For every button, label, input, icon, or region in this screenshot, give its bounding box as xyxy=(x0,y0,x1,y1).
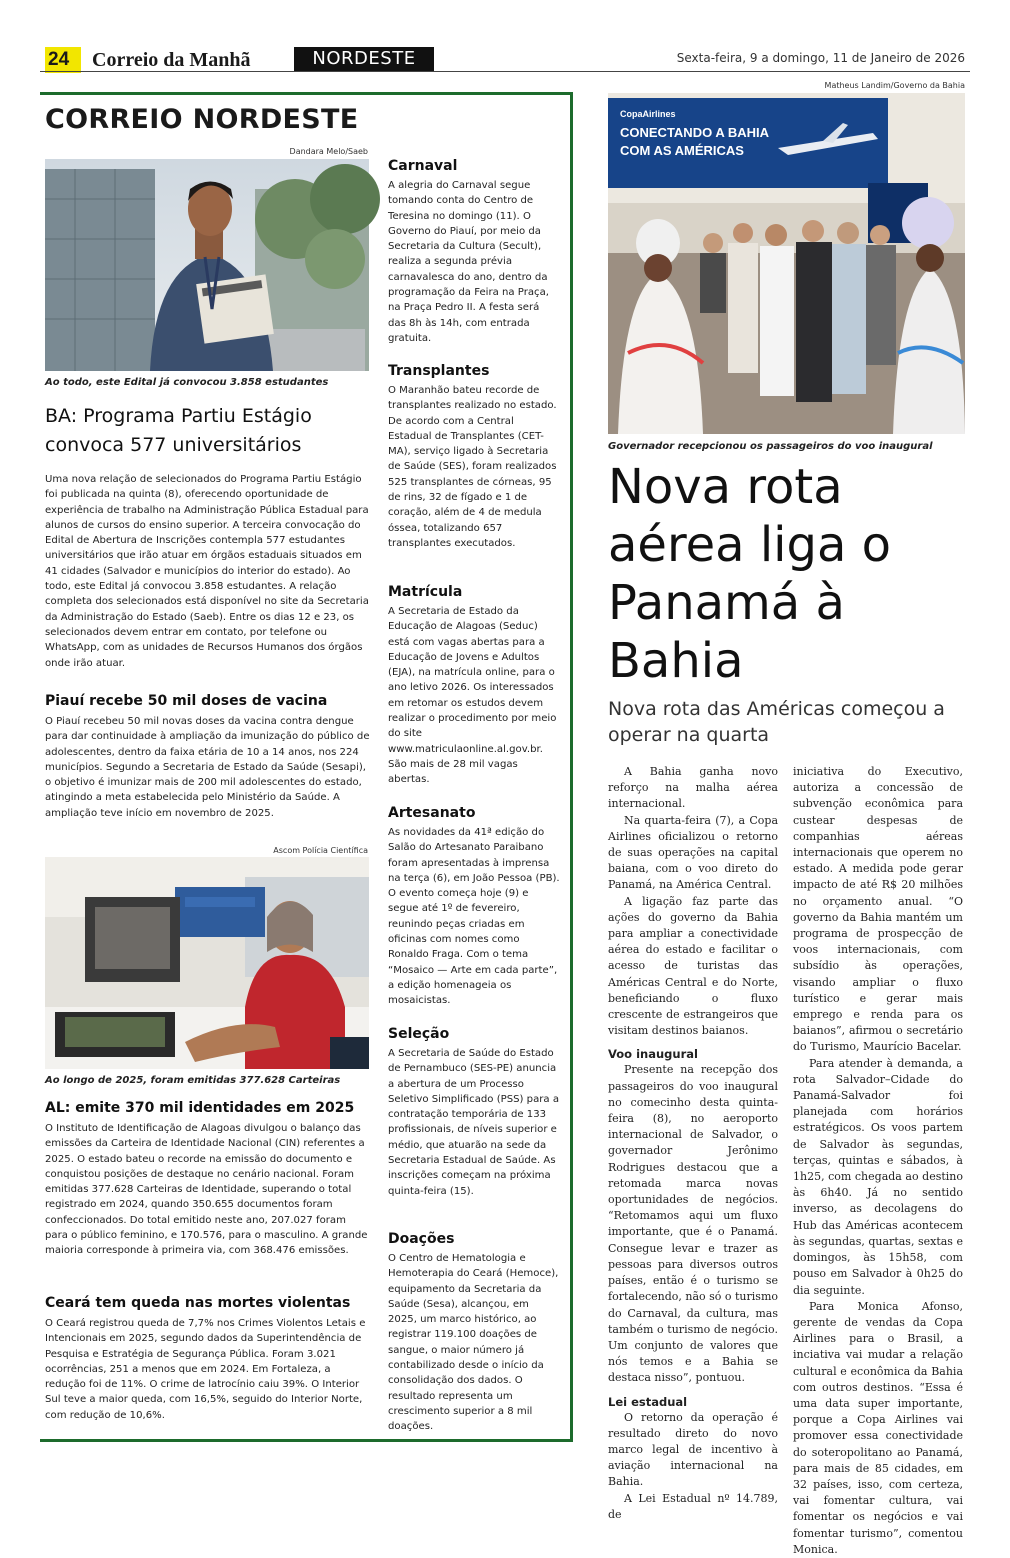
masthead xyxy=(40,44,970,74)
piaui-story xyxy=(45,692,370,838)
note-title: Transplantes xyxy=(388,363,490,379)
paragraph: iniciativa do Executivo, autoriza a concessão de subvenção econômica para custear despesas de companhias aéreas internacionais que operem no estado. A medida pode gerar impacto de até R$ 20 milhões no orçamento anual. “O governo da Bahia mantém um programa de prospecção de voos internacionais, com subsídio às operações, visando ampliar o fluxo turístico e gerar mais emprego e renda para os baianos”, afirmou o secretário do Turismo, Maurício Bacelar. xyxy=(793,765,963,1054)
photo-caption: Ao todo, este Edital já convocou 3.858 estudantes xyxy=(45,377,329,388)
photo-credit: Matheus Landim/Governo da Bahia xyxy=(824,81,965,90)
column-title: CORREIO NORDESTE xyxy=(45,104,359,135)
issue-date: Sexta-feira, 9 a domingo, 11 de Janeiro de 2026 xyxy=(676,51,965,65)
note-body: A Secretaria de Estado da Educação de Alagoas (Seduc) está com vagas abertas para a Educação de Jovens e Adultos (EJA), na matrícula online, para o ano letivo 2026. Os interessados em retomar os estudos devem realizar o procedimento por meio do site www.matriculaonline.al.gov.br. São mais de 28 mil vagas abertas. xyxy=(388,606,557,786)
header-rule xyxy=(40,71,970,72)
note-body: O Centro de Hematologia e Hemoterapia do Ceará (Hemoce), equipamento da Secretaria da Saúde (Sesa), alcançou, em 2025, um marco histórico, ao registrar 119.100 doações de sangue, o maior número já contabilizado desde o início da consolidação dos dados. O resultado representa um crescimento superior a 8 mil doações. xyxy=(388,1253,559,1433)
newspaper-name: Correio da Manhã xyxy=(92,49,251,71)
photo-credit: Dandara Melo/Saeb xyxy=(289,147,368,156)
section-label: NORDESTE xyxy=(294,47,434,71)
banner-line-2: COM AS AMÉRICAS xyxy=(620,143,744,158)
section-subhead: Lei estadual xyxy=(608,1394,688,1409)
section-subhead: Voo inaugural xyxy=(608,1047,698,1062)
ceara-headline: Ceará tem queda nas mortes violentas xyxy=(45,1295,351,1311)
page-number: 24 xyxy=(45,47,81,73)
paragraph: O retorno da operação é resultado direto do novo marco legal de incentivo à aviação internacional na Bahia. xyxy=(608,1410,778,1489)
lead-story xyxy=(45,402,370,680)
lead-headline: BA: Programa Partiu Estágio convoca 577 universitários xyxy=(45,405,312,456)
note-item xyxy=(388,804,560,1009)
note-title: Doações xyxy=(388,1231,455,1247)
student-photo xyxy=(45,159,369,371)
note-title: Matrícula xyxy=(388,584,463,600)
paragraph: Presente na recepção dos passageiros do voo inaugural no comecinho desta quinta-feira (8), no aeroporto internacional de Salvador, o governador Jerônimo Rodrigues destacou que a retomada marca novas oportunidades de negócios. “Retomamos aqui um fluxo importante, que é o Panamá. Consegue levar e trazer as pessoas para diversos outros países, então é o turismo se fortalecendo, não só o turismo do Carnaval, da cultura, mas também o turismo de negócio. Um conjunto de valores que nós temos e a Bahia se destaca nisso”, pontuou. xyxy=(608,1063,778,1385)
alagoas-body: O Instituto de Identificação de Alagoas divulgou o balanço das emissões da Carteira de Identidade Nacional (CIN) referentes a 2025. O estado bateu o recorde na emissão do documento e conquistou posições de destaque no cenário nacional. Foram emitidas 377.628 Carteiras de Identidade, superando o total registrado em 2024, quando 350.655 documentos foram confeccionados. Do total emitido neste ano, 207.027 foram para o público feminino, e 170.576, para o masculino. A grande maioria corresponde à primeira via, com 368.476 emissões. xyxy=(45,1123,368,1257)
note-item xyxy=(388,157,560,346)
notes-column xyxy=(388,157,560,1435)
note-title: Artesanato xyxy=(388,805,476,821)
paragraph: A ligação faz parte das ações do governo da Bahia para ampliar a conectividade aérea do estado e facilitar o acesso de turistas das Américas Central e do Norte, beneficiando o fluxo crescente de estrangeiros que visitam destinos baianos. xyxy=(608,894,778,1038)
alagoas-story xyxy=(45,1099,370,1291)
copa-event-photo xyxy=(608,93,965,434)
ceara-story xyxy=(45,1294,370,1426)
banner-brand: CopaAirlines xyxy=(620,109,676,119)
paragraph: Para Monica Afonso, gerente de vendas da Copa Airlines para o Brasil, a inciativa vai mudar a relação cultural e econômica da Bahia com outros destinos. “Essa é uma data super importante, porque a Copa Airlines vai promover essa conectividade do soteropolitano ao Panamá, para mais de 85 cidades, em 32 países, isso, com certeza, vai fomentar cultura, vai fomentar os negócios e vai fomentar turismo”, comentou Monica. xyxy=(793,1299,963,1556)
photo-credit: Ascom Polícia Científica xyxy=(273,846,368,855)
note-body: A Secretaria de Saúde do Estado de Pernambuco (SES-PE) anuncia a abertura de um Processo Seletivo Simplificado (PSS) para a contratação temporária de 133 profissionais, de níveis superior e médio, que atuarão na sede da Secretaria Estadual de Saúde. As inscrições começam na próxima quinta-feira (15). xyxy=(388,1048,560,1197)
paragraph: A Bahia ganha novo reforço na malha aérea internacional. xyxy=(608,765,778,811)
note-body: A alegria do Carnaval segue tomando conta do Centro de Teresina no domingo (11). O Governo do Piauí, por meio da Secretaria da Cultura (Secult), realiza a segunda prévia carnavalesca do ano, dentro da programação da Feira na Praça, na Praça Pedro II. A festa será das 8h às 14h, com entrada gratuita. xyxy=(388,180,549,344)
main-subheadline: Nova rota das Américas começou a operar na quarta xyxy=(608,698,945,746)
note-title: Carnaval xyxy=(388,158,458,174)
paragraph: A Lei Estadual nº 14.789, de xyxy=(608,1491,778,1521)
note-body: As novidades da 41ª edição do Salão do Artesanato Paraibano foram apresentadas à imprensa na terça (6), em João Pessoa (PB). O evento começa hoje (9) e segue até 1º de fevereiro, reunindo peças criadas em oficinas com nomes como Ronaldo Fraga. Com o tema “Mosaico — Arte em cada parte”, a edição homenageia os mosaicistas. xyxy=(388,827,560,1007)
ceara-body: O Ceará registrou queda de 7,7% nos Crimes Violentos Letais e Intencionais em 2025, segundo dados da Superintendência de Pesquisa e Estratégia de Segurança Pública. Foram 3.021 ocorrências, 251 a menos que em 2024. Em Fortaleza, a redução foi de 11%. O crime de latrocínio caiu 39%. O Interior Sul teve a maior queda, com 16,5%, seguido do Interior Norte, com redução de 10,6%. xyxy=(45,1318,366,1421)
main-body-column-1 xyxy=(608,764,778,1523)
paragraph: Para atender à demanda, a rota Salvador–Cidade do Panamá-Salvador foi planejada com horários estratégicos. Os voos partem de Salvador às segundas, terças, quintas e sábados, à 1h25, com chegada ao destino às 6h40. Já no sentido inverso, as decolagens do Hub das Américas acontecem às segundas, quartas, sextas e domingos, às 15h58, com pouso em Salvador à 0h25 do dia seguinte. xyxy=(793,1056,963,1297)
photo-caption: Ao longo de 2025, foram emitidas 377.628 Carteiras xyxy=(45,1075,341,1086)
id-card-photo xyxy=(45,857,369,1069)
lead-body: Uma nova relação de selecionados do Programa Partiu Estágio foi publicada na quinta (8), oferecendo oportunidade de experiência de trabalho na Administração Pública Estadual para alunos de cursos do ensino superior. A terceira convocação do Edital de Abertura de Inscrições contempla 577 estudantes universitários que irão atuar em órgãos estaduais situados em 41 cidades (Salvador e municípios do interior do estado). Ao todo, este Edital já convocou 3.858 estudantes. A relação completa dos selecionados está disponível no site da Secretaria da Administração do Estado (Saeb). Entre os dias 12 e 23, os selecionados devem entrar em contato, por telefone ou WhatsApp, com as unidades de Recursos Humanos dos órgãos onde irão atuar. xyxy=(45,474,369,669)
piaui-headline: Piauí recebe 50 mil doses de vacina xyxy=(45,693,328,709)
photo-caption: Governador recepcionou os passageiros do voo inaugural xyxy=(608,441,933,452)
note-item xyxy=(388,362,560,567)
piaui-body: O Piauí recebeu 50 mil novas doses da vacina contra dengue para dar continuidade à ampliação da imunização do público de adolescentes, dentro da faixa etária de 10 a 14 anos, nos 224 municípios. Segundo a Secretaria de Estado da Saúde (Sesapi), o objetivo é imunizar mais de 200 mil adolescentes do estado, atingindo a meta estabelecida pelo Ministério da Saúde. A ampliação teve início em novembro de 2025. xyxy=(45,716,370,819)
note-item xyxy=(388,583,560,788)
banner-line-1: CONECTANDO A BAHIA xyxy=(620,125,770,140)
note-item xyxy=(388,1230,560,1435)
note-title: Seleção xyxy=(388,1026,450,1042)
main-body-column-2 xyxy=(793,764,963,1558)
paragraph: Na quarta-feira (7), a Copa Airlines oficializou o retorno de suas operações na capital baiana, com o voo direto do Panamá, na América Central. xyxy=(608,813,778,892)
note-item xyxy=(388,1025,560,1214)
main-headline: Nova rota aérea liga o Panamá à Bahia xyxy=(608,459,892,689)
alagoas-headline: AL: emite 370 mil identidades em 2025 xyxy=(45,1100,355,1116)
note-body: O Maranhão bateu recorde de transplantes realizado no estado. De acordo com a Central Estadual de Transplantes (CET-MA), serviço ligado à Secretaria de Saúde (SES), foram realizados 525 transplantes de córneas, 95 de rins, 32 de fígado e 1 de coração, além de 4 de medula óssea, totalizando 657 transplantes executados. xyxy=(388,385,557,549)
